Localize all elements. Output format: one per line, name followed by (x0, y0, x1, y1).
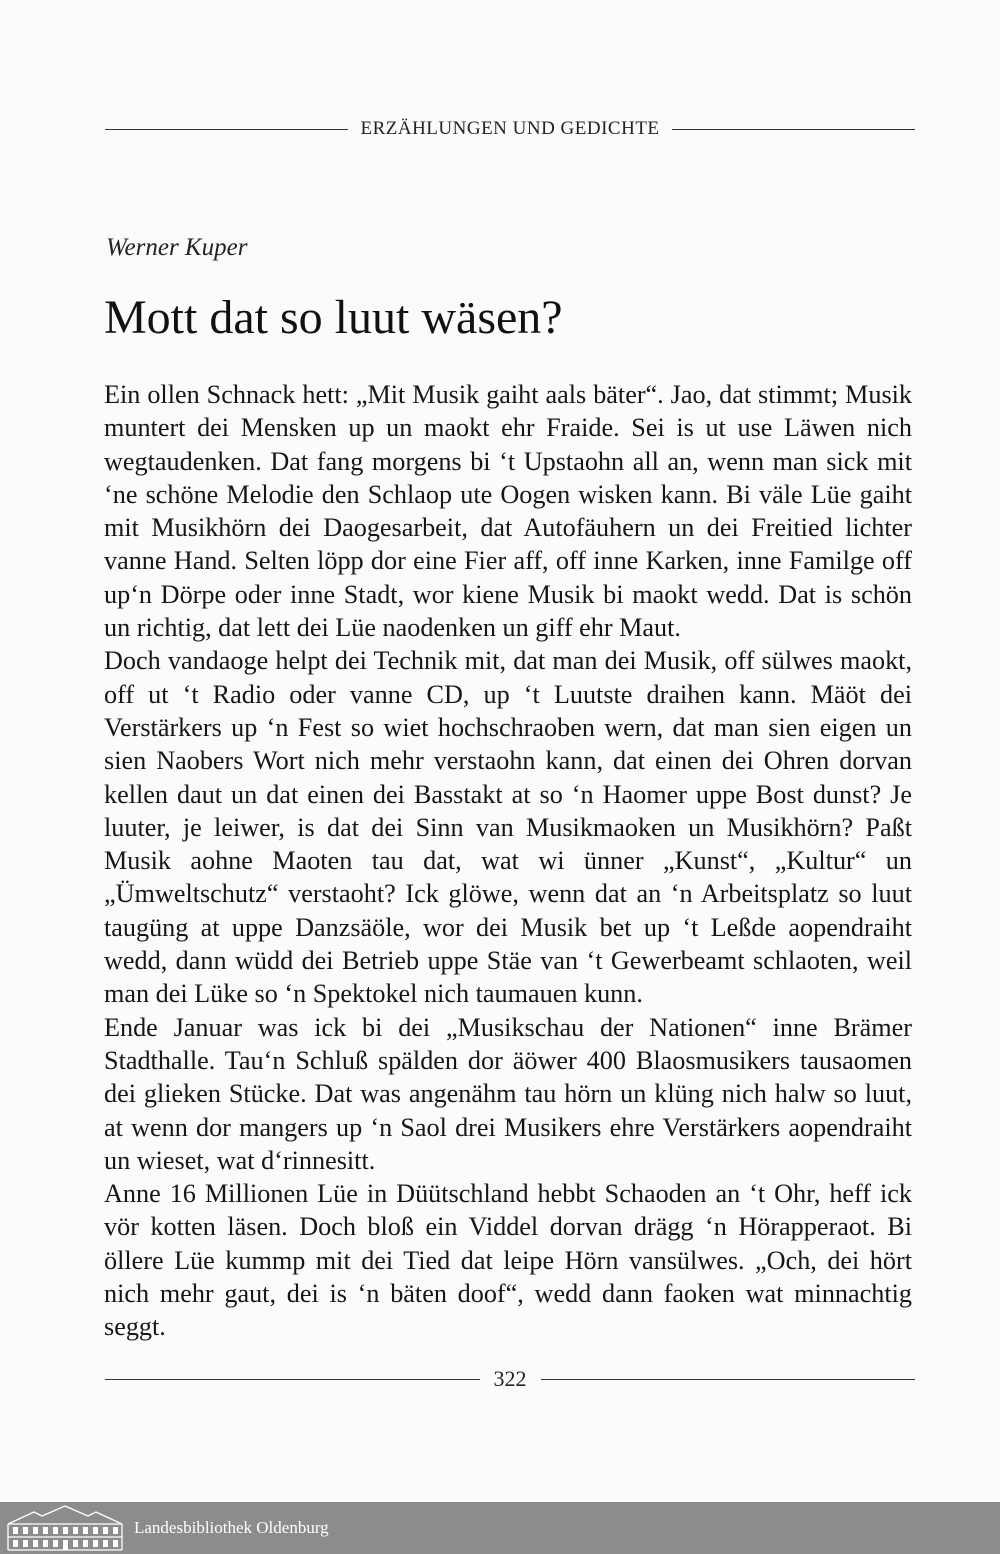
footer-rule-left (105, 1379, 480, 1380)
paragraph: Ende Januar was ick bi dei „Musikschau der Nationen“ inne Brämer Stadthalle. Tau‘n Schluß spälden dor äöwer 400 Blaosmusikers tausaomen dei glieken Stücke. Dat was angenähm tau hörn un klüng nich halw so luut, at wenn dor mangers up ‘n Saol drei Musikers ehre Verstärkers aopendraiht un wieset, wat d‘rinnesitt. (104, 1012, 912, 1175)
page-number: 322 (493, 1366, 527, 1391)
author-name: Werner Kuper (106, 234, 248, 261)
article-title: Mott dat so luut wäsen? (104, 291, 563, 344)
library-name: Landesbibliothek Oldenburg (134, 1518, 329, 1537)
header-rule-right (672, 129, 915, 130)
footer-rule-right (541, 1379, 916, 1380)
paragraph: Ein ollen Schnack hett: „Mit Musik gaiht aals bäter“. Jao, dat stimmt; Musik muntert dei Mensken up un maokt ehr Fraide. Sei is ut use Läwen nich wegtaudenken. Dat fang morgens bi ‘t Upstaohn all an, wenn man sick mit ‘ne schöne Melodie den Schlaop ute Oogen wisken kann. Bi väle Lüe gaiht mit Musikhörn dei Daogesarbeit, dat Autofäuhern un dei Freitied lichter vanne Hand. Selten löpp dor eine Fier aff, off inne Karken, inne Familge off up‘n Dörpe oder inne Stadt, wor kiene Musik bi maokt wedd. Dat is schön un richtig, dat lett dei Lüe naodenken un giff ehr Maut. (104, 380, 912, 643)
section-title: ERZÄHLUNGEN UND GEDICHTE (360, 118, 660, 139)
running-header (105, 118, 915, 140)
library-building-icon (4, 1504, 126, 1552)
paragraph: Anne 16 Millionen Lüe in Düütschland hebbt Schaoden an ‘t Ohr, heff ick vör kotten läsen. Doch bloß ein Viddel dorvan drägg ‘n Hörapperaot. Bi öllere Lüe kummp mit dei Tied dat leipe Hörn vansülwes. „Och, dei hört nich mehr gaut, dei is ‘n bäten doof“, wedd dann faoken wat minnachtig seggt. (104, 1179, 912, 1342)
page-footer (105, 1366, 915, 1392)
paragraph: Doch vandaoge helpt dei Technik mit, dat man dei Musik, off sülwes maokt, off ut ‘t Radio oder vanne CD, up ‘t Luutste draihen kann. Mäöt dei Verstärkers up ‘n Fest so wiet hochschraoben wern, dat man sien eigen un sien Naobers Wort nich mehr verstaohn kann, dat einen dei Ohren dorvan kellen daut un dat einen dei Basstakt at so ‘n Haomer uppe Bost dunst? Je luuter, je leiwer, is dat dei Sinn van Musikmaoken un Musikhörn? Paßt Musik aohne Maoten tau dat, wat wi ünner „Kunst“, „Kultur“ un „Ümweltschutz“ verstaoht? Ick glöwe, wenn dat an ‘n Arbeitsplatz so luut taugüng at uppe Danzsäöle, wor dei Musik bet up ‘t Leßde aopendraiht wedd, dann wüdd dei Betrieb uppe Stäe van ‘t Gewerbeamt schlaoten, weil man dei Lüke so ‘n Spektokel nich taumauen kunn. (104, 646, 912, 1009)
article-body (104, 378, 912, 1344)
library-banner (0, 1502, 1000, 1554)
header-rule-left (105, 129, 348, 130)
